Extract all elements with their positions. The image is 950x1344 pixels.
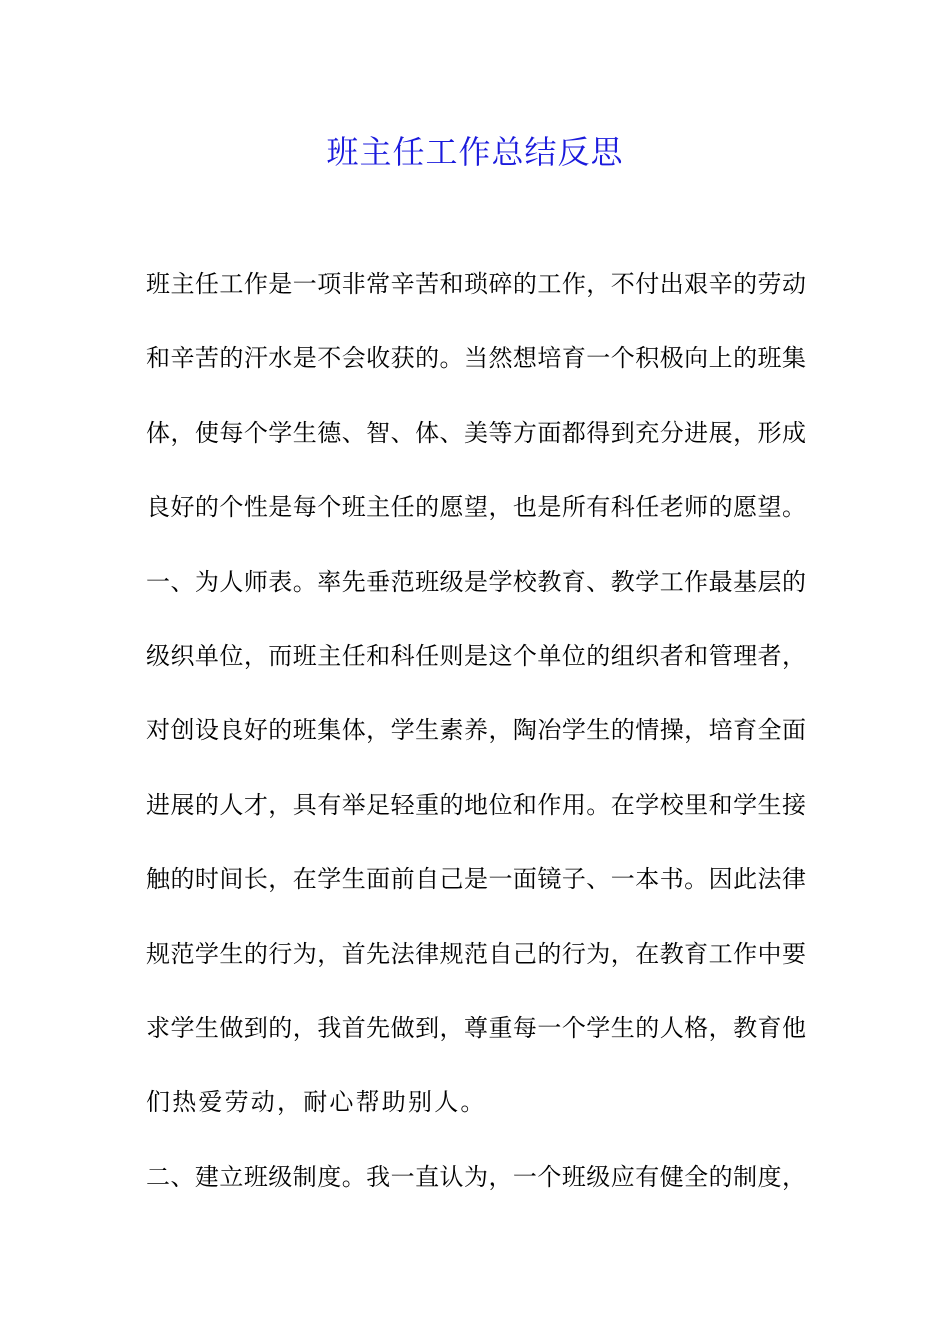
text-line: 对创设良好的班集体，学生素养，陶冶学生的情操，培育全面 xyxy=(146,716,806,745)
text-line: 和辛苦的汗水是不会收获的。当然想培育一个积极向上的班集 xyxy=(146,344,806,373)
text-line: 班主任工作是一项非常辛苦和琐碎的工作，不付出艰辛的劳动 xyxy=(146,270,806,298)
document-title: 班主任工作总结反思 xyxy=(326,133,624,171)
text-line: 触的时间长，在学生面前自己是一面镜子、一本书。因此法律 xyxy=(146,865,806,894)
text-line: 良好的个性是每个班主任的愿望，也是所有科任老师的愿望。 xyxy=(146,493,806,522)
text-line: 进展的人才，具有举足轻重的地位和作用。在学校里和学生接 xyxy=(146,790,806,819)
text-line: 体，使每个学生德、智、体、美等方面都得到充分进展，形成 xyxy=(146,418,806,447)
text-line: 二、建立班级制度。我一直认为，一个班级应有健全的制度， xyxy=(146,1162,806,1191)
text-line: 们热爱劳动，耐心帮助别人。 xyxy=(146,1088,487,1117)
text-line: 级织单位，而班主任和科任则是这个单位的组织者和管理者， xyxy=(146,641,806,670)
text-line: 求学生做到的，我首先做到，尊重每一个学生的人格，教育他 xyxy=(146,1013,806,1042)
document-body xyxy=(146,262,806,1229)
text-line: 一、为人师表。率先垂范班级是学校教育、教学工作最基层的 xyxy=(146,567,806,596)
text-line: 规范学生的行为，首先法律规范自己的行为，在教育工作中要 xyxy=(146,939,806,968)
